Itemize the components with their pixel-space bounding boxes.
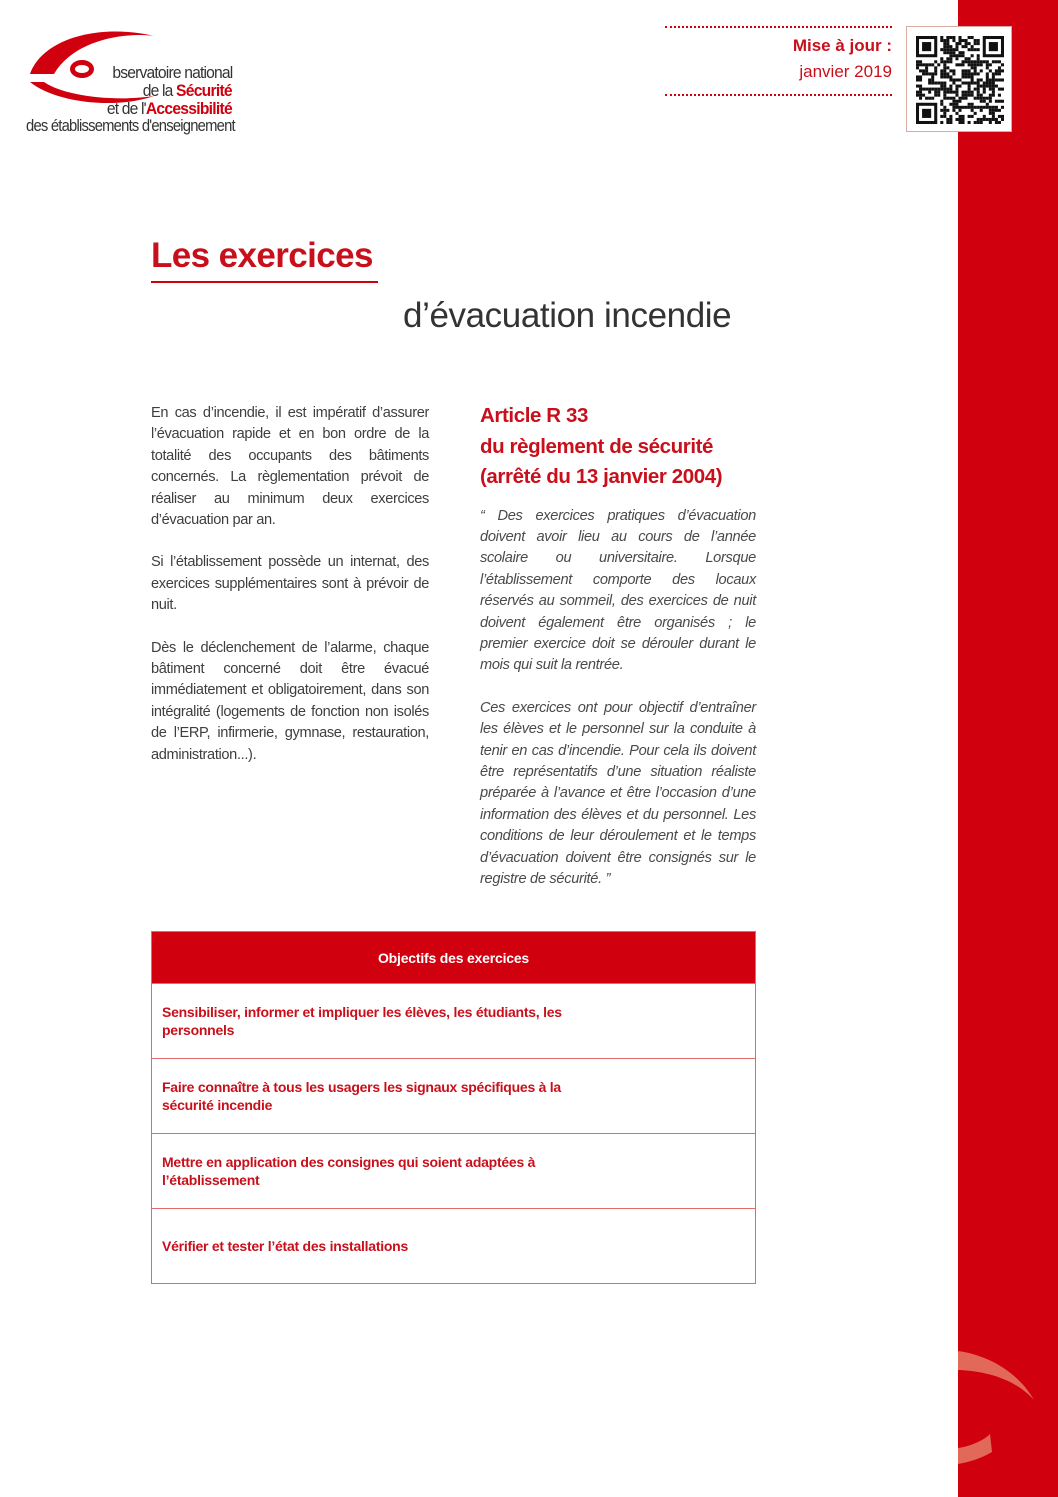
swoosh-decoration-icon bbox=[958, 0, 1058, 1497]
article-title-line: du règlement de sécurité bbox=[480, 434, 714, 458]
logo-o-letter bbox=[70, 60, 94, 78]
logo-line-4: des établissements d'enseignement bbox=[26, 116, 235, 135]
logo-line-3-prefix: et de l' bbox=[106, 99, 146, 118]
page-subtitle: d’évacuation incendie bbox=[403, 296, 732, 335]
title-underline bbox=[151, 281, 378, 283]
logo-line-2 bbox=[143, 82, 232, 100]
article-title-line: (arrêté du 13 janvier 2004) bbox=[480, 465, 723, 488]
objectives-table-header: Objectifs des exercices bbox=[152, 932, 755, 983]
page-title: Les exercices bbox=[151, 236, 373, 275]
intro-column bbox=[151, 403, 429, 787]
objectives-table-row: Vérifier et tester l’état des installations bbox=[152, 1208, 755, 1283]
objectives-table bbox=[151, 931, 756, 1284]
objectives-table-row: Sensibiliser, informer et impliquer les élèves, les étudiants, les personnels bbox=[152, 983, 755, 1058]
dotted-divider-bottom bbox=[665, 94, 892, 96]
logo-line-2-prefix: de la bbox=[142, 81, 177, 100]
update-box bbox=[665, 26, 892, 98]
article-title bbox=[480, 401, 756, 493]
objectives-table-row: Mettre en application des consignes qui soient adaptées à l’établissement bbox=[152, 1133, 755, 1208]
qr-code-icon bbox=[916, 36, 1004, 124]
intro-paragraph: Si l’établissement possède un internat, des exercices supplémentaires sont à prévoir de nuit. bbox=[151, 554, 429, 614]
qr-code[interactable] bbox=[906, 26, 1012, 132]
update-date: janvier 2019 bbox=[799, 62, 892, 81]
side-red-band bbox=[958, 0, 1058, 1497]
dotted-divider-top bbox=[665, 26, 892, 28]
article-column bbox=[480, 401, 756, 911]
logo-securite: Sécurité bbox=[176, 81, 232, 100]
intro-paragraph: Dès le déclenchement de l’alarme, chaque bâtiment concerné doit être évacué immédiatement et obligatoirement, dans son intégralité (logements de fonction non isolés de l’ERP, infirmerie, gymnase, restauration, administration...). bbox=[151, 639, 429, 763]
article-title-line: Article R 33 bbox=[480, 404, 589, 427]
onse-logo bbox=[24, 26, 244, 166]
article-quote-paragraph: “ Des exercices pratiques d’évacuation doivent avoir lieu au cours de l’année scolaire ou universitaire. Lorsque l’établissement comporte des locaux réservés au sommeil, des exercices de nuit doivent également être organisés ; le premier exercice doit se dérouler durant le mois qui suit la rentrée. bbox=[480, 507, 756, 674]
logo-line-1: bservatoire national bbox=[112, 63, 232, 82]
update-label: Mise à jour : bbox=[792, 36, 892, 55]
article-quote-paragraph: Ces exercices ont pour objectif d’entraîner les élèves et le personnel sur la conduite à tenir en cas d’incendie. Pour cela ils doivent être représentatifs d’une situation réaliste préparée à l’avance et être l’occasion d’une information des élèves et du personnel. Les conditions de leur déroulement et le temps d’évacuation doivent être consignés sur le registre de sécurité. ” bbox=[480, 699, 756, 887]
intro-paragraph: En cas d’incendie, il est impératif d’assurer l’évacuation rapide et en bon ordre de la totalité des occupants des bâtiments concernés. La règlementation prévoit de réaliser au minimum deux exercices d’évacuation par an. bbox=[151, 405, 429, 529]
objectives-table-row: Faire connaître à tous les usagers les signaux spécifiques à la sécurité incendie bbox=[152, 1058, 755, 1133]
logo-accessibilite: Accessibilité bbox=[145, 99, 232, 118]
